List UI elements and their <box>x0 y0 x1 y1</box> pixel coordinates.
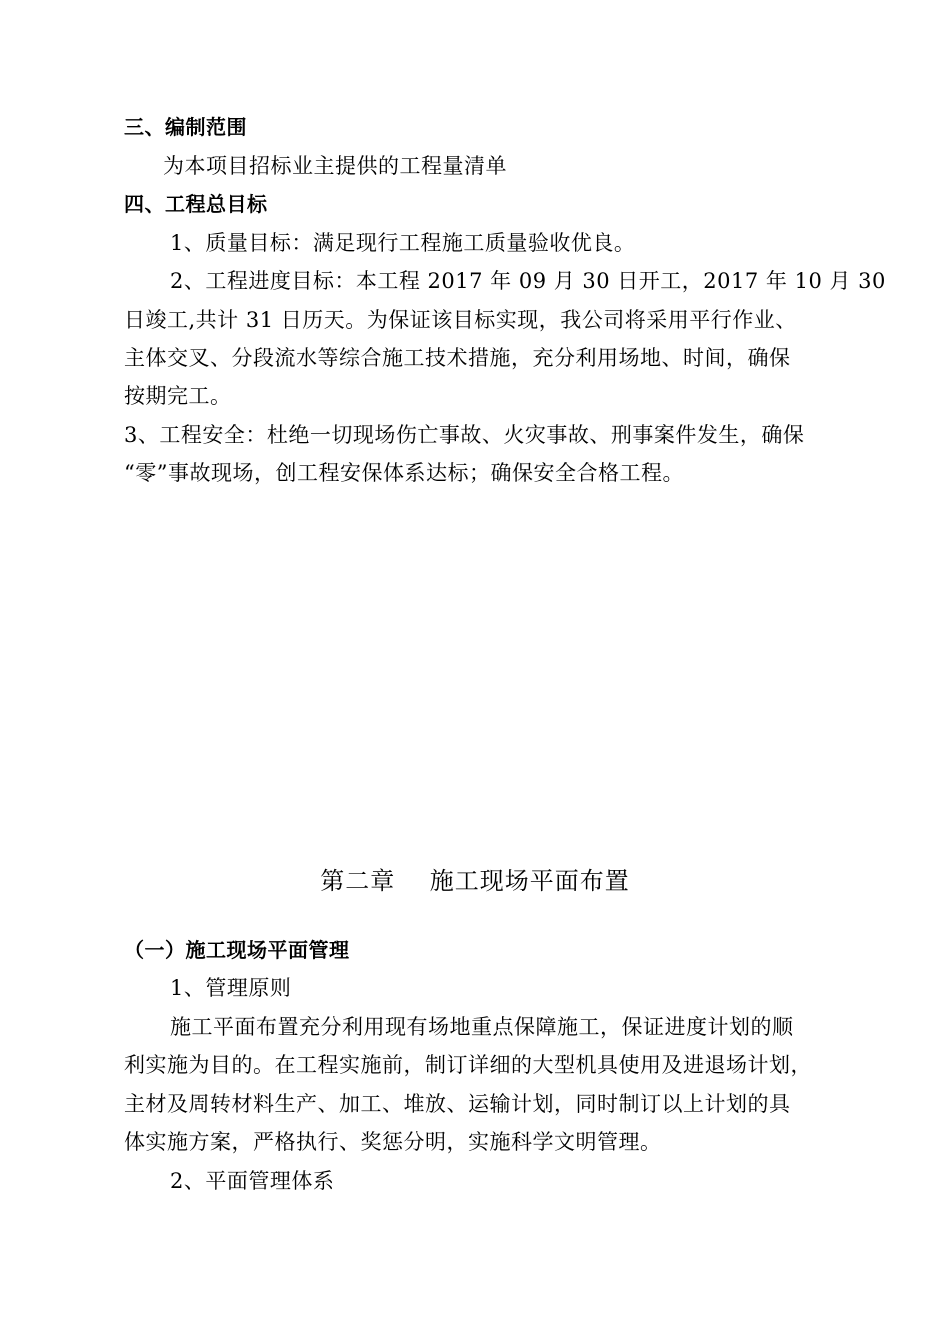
section-3-heading: 三、编制范围 <box>124 115 247 139</box>
principle-paragraph-line-2: 利实施为目的。在工程实施前，制订详细的大型机具使用及进退场计划， <box>124 1053 812 1077</box>
schedule-goal-line-3: 主体交叉、分段流水等综合施工技术措施，充分利用场地、时间，确保 <box>124 346 791 370</box>
safety-goal-line-1: 3、工程安全：杜绝一切现场伤亡事故、火灾事故、刑事案件发生，确保 <box>124 423 805 447</box>
section-4-heading: 四、工程总目标 <box>124 192 268 216</box>
quality-goal-item: 1、质量目标：满足现行工程施工质量验收优良。 <box>170 231 636 255</box>
management-system-title: 2、平面管理体系 <box>170 1169 335 1193</box>
safety-goal-line-2: “零”事故现场，创工程安保体系达标；确保安全合格工程。 <box>124 461 684 485</box>
section-3-body: 为本项目招标业主提供的工程量清单 <box>163 154 507 178</box>
principle-paragraph-line-1: 施工平面布置充分利用现有场地重点保障施工，保证进度计划的顺 <box>170 1015 794 1039</box>
management-principle-title: 1、管理原则 <box>170 976 292 1000</box>
subsection-1-heading: （一）施工现场平面管理 <box>124 938 350 962</box>
schedule-goal-line-2: 日竣工,共计 31 日历天。为保证该目标实现，我公司将采用平行作业、 <box>124 308 797 332</box>
principle-paragraph-line-4: 体实施方案，严格执行、奖惩分明，实施科学文明管理。 <box>124 1130 662 1154</box>
schedule-goal-line-1: 2、工程进度目标：本工程 2017 年 09 月 30 日开工，2017 年 10 月 30 <box>170 269 886 293</box>
schedule-goal-line-4: 按期完工。 <box>124 384 232 408</box>
principle-paragraph-line-3: 主材及周转材料生产、加工、堆放、运输计划，同时制订以上计划的具 <box>124 1092 791 1116</box>
chapter-title: 第二章 施工现场平面布置 <box>320 867 630 895</box>
